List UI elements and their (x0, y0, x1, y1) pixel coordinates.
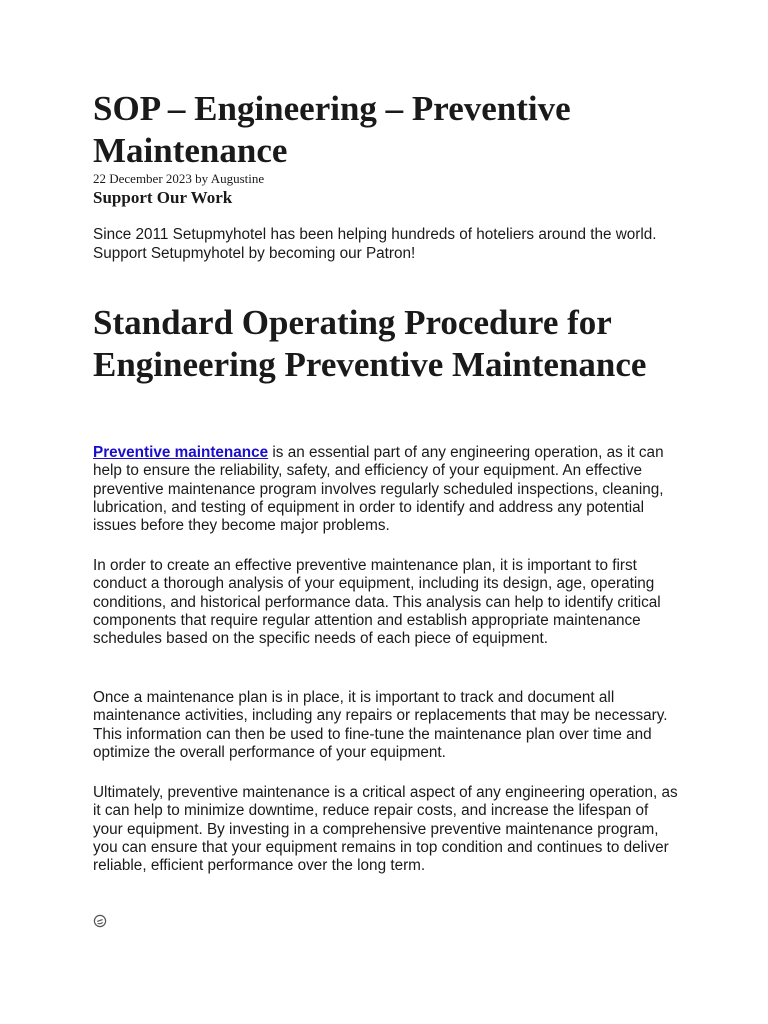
support-heading: Support Our Work (93, 188, 233, 207)
preventive-maintenance-link[interactable]: Preventive maintenance (93, 444, 269, 461)
page-title: SOP – Engineering – Preventive Maintenance (93, 89, 571, 170)
paragraph-4: Ultimately, preventive maintenance is a critical aspect of any engineering operation, as it can help to minimize downtime, reduce repair costs, and increase the lifespan of your equipment. By investing in a comprehensive preventive maintenance program, you can ensure that your equipment remains in top condition and continues to deliver reliable, efficient performance over the long term. (93, 784, 678, 875)
paragraph-1 (93, 444, 681, 535)
main-heading: Standard Operating Procedure for Engineering Preventive Maintenance (93, 303, 647, 384)
paragraph-3: Once a maintenance plan is in place, it is important to track and document all maintenance activities, including any repairs or replacements that may be necessary. This information can then be used to fine-tune the maintenance plan over time and optimize the overall performance of your equipment. (93, 689, 668, 761)
ezoic-badge-icon[interactable] (93, 914, 107, 928)
post-byline: 22 December 2023 by Augustine (93, 171, 265, 186)
paragraph-2: In order to create an effective preventive maintenance plan, it is important to first conduct a thorough analysis of your equipment, including its design, age, operating conditions, and historical performance data. This analysis can help to identify critical components that require regular attention and establish appropriate maintenance schedules based on the specific needs of each piece of equipment. (93, 557, 661, 648)
paragraph-1-text: is an essential part of any engineering operation, as it can help to ensure the reliability, safety, and efficiency of your equipment. An effective preventive maintenance program involves regularly scheduled inspections, cleaning, lubrication, and testing of equipment in order to identify and address any potential issues before they become major problems. (93, 444, 664, 535)
support-text: Since 2011 Setupmyhotel has been helping hundreds of hoteliers around the world. Support Setupmyhotel by becoming our Patron! (93, 226, 657, 262)
